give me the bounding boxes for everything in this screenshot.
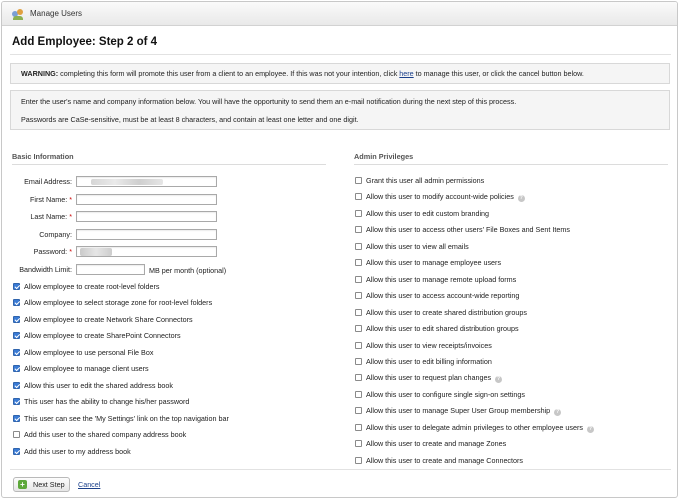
option-label	[24, 414, 229, 423]
option-label	[24, 397, 189, 406]
option-label	[366, 242, 469, 251]
basic-info-divider	[12, 164, 326, 165]
checkbox[interactable]	[355, 210, 362, 217]
option-label	[366, 258, 501, 267]
email-label: Email Address:	[24, 177, 72, 186]
help-icon[interactable]: ?	[497, 376, 501, 383]
checkbox[interactable]	[355, 374, 362, 381]
password-label: Password:	[33, 247, 68, 256]
last-name-required-mark: *	[69, 212, 72, 221]
option-label	[24, 298, 212, 307]
option-label	[24, 331, 181, 340]
option-label-text: Allow employee to create SharePoint Connectors	[24, 331, 181, 341]
window-titlebar	[2, 2, 677, 26]
checkbox[interactable]	[355, 259, 362, 266]
checkbox[interactable]	[355, 243, 362, 250]
option-label-text: Allow employee to create Network Share Connectors	[24, 314, 193, 324]
option-label	[366, 275, 516, 284]
users-icon	[12, 8, 24, 20]
last-name-row	[2, 211, 72, 223]
option-label-text: Allow this user to create shared distribution groups	[366, 307, 528, 317]
option-label-text: Allow this user to edit shared distribution groups	[366, 324, 519, 334]
first-name-field[interactable]	[76, 194, 217, 205]
basic-info-heading: Basic Information	[12, 152, 74, 161]
option-label	[24, 430, 186, 439]
option-label-text: Allow this user to request plan changes	[366, 373, 492, 383]
next-step-label: Next Step	[33, 480, 65, 489]
warning-text-after: to manage this user, or click the cancel button below.	[413, 69, 584, 78]
checkbox[interactable]	[355, 358, 362, 365]
option-label	[366, 324, 519, 333]
checkbox[interactable]	[13, 398, 20, 405]
checkbox[interactable]	[13, 415, 20, 422]
option-label-text: Allow employee to use personal File Box	[24, 347, 154, 357]
company-label: Company:	[39, 230, 72, 239]
option-label-text: Grant this user all admin permissions	[366, 176, 485, 185]
checkbox[interactable]	[355, 309, 362, 316]
option-label	[366, 373, 502, 383]
option-label-text: Allow this user to create and manage Zones	[366, 439, 507, 449]
password-required-mark: *	[69, 247, 72, 256]
option-label-text: Allow this user to delegate admin privileges to other employee users	[366, 422, 583, 432]
bandwidth-field[interactable]	[76, 264, 145, 275]
redacted-email	[91, 179, 163, 185]
option-label	[24, 381, 173, 390]
email-field[interactable]	[76, 176, 217, 187]
manage-users-window	[1, 1, 678, 498]
warning-text-before: completing this form will promote this user from a client to an employee. If this was not your intention, click	[58, 69, 400, 78]
info-box	[10, 90, 670, 130]
option-label	[366, 291, 519, 300]
option-label	[366, 341, 492, 350]
checkbox[interactable]	[13, 332, 20, 339]
option-label-text: Allow this user to manage Super User Group membership	[366, 406, 551, 416]
page-title: Add Employee: Step 2 of 4	[12, 36, 158, 48]
bandwidth-label: Bandwidth Limit:	[19, 265, 72, 274]
bandwidth-row	[2, 264, 72, 276]
first-name-required-mark: *	[69, 195, 72, 204]
last-name-label: Last Name:	[30, 212, 68, 221]
footer-divider	[10, 469, 671, 470]
plus-icon: +	[18, 480, 27, 489]
bandwidth-suffix: MB per month (optional)	[149, 266, 227, 275]
help-icon[interactable]: ?	[519, 195, 523, 202]
checkbox[interactable]	[13, 349, 20, 356]
info-line-2: Passwords are CaSe-sensitive, must be at least 8 characters, and contain at least one letter and one digit.	[21, 115, 359, 124]
option-label	[366, 390, 525, 399]
option-label-text: Allow this user to modify account-wide policies	[366, 192, 514, 202]
option-label	[366, 456, 523, 465]
checkbox[interactable]	[355, 440, 362, 447]
masked-password	[80, 248, 112, 256]
option-label-text: Allow this user to edit billing information	[366, 356, 492, 366]
option-label-text: Allow this user to access account-wide reporting	[366, 291, 520, 301]
option-label	[366, 192, 525, 202]
checkbox[interactable]	[13, 283, 20, 290]
option-label-text: Add this user to the shared company address book	[24, 430, 187, 440]
option-label-text: Allow this user to configure single sign-on settings	[366, 389, 526, 399]
checkbox[interactable]	[13, 448, 20, 455]
option-label	[366, 225, 570, 234]
info-line-1: Enter the user's name and company information below. You will have the opportunity to send them an e-mail notification during the next step of this process.	[21, 97, 517, 106]
password-field[interactable]	[76, 246, 217, 257]
option-label-text: Allow this user to manage employee users	[366, 258, 502, 268]
checkbox[interactable]	[13, 431, 20, 438]
checkbox[interactable]	[355, 292, 362, 299]
checkbox[interactable]	[13, 365, 20, 372]
window-title: Manage Users	[30, 9, 83, 18]
cancel-link[interactable]: Cancel	[78, 480, 101, 489]
checkbox[interactable]	[355, 424, 362, 431]
option-label	[24, 315, 193, 324]
option-label-text: Add this user to my address book	[24, 446, 131, 456]
manage-user-here-link[interactable]: here	[399, 69, 414, 78]
option-label-text: Allow this user to access other users' File Boxes and Sent Items	[366, 225, 570, 235]
option-label	[24, 282, 159, 291]
admin-privileges-divider	[354, 164, 668, 165]
company-row	[2, 229, 72, 241]
option-label-text: Allow this user to manage remote upload forms	[366, 274, 517, 284]
option-label	[24, 447, 131, 456]
option-label-text: Allow this user to view all emails	[366, 241, 469, 251]
option-label	[366, 209, 489, 218]
email-row	[2, 176, 72, 188]
help-icon[interactable]: ?	[556, 409, 560, 416]
option-label	[366, 308, 527, 317]
checkbox[interactable]	[355, 325, 362, 332]
checkbox[interactable]	[13, 299, 20, 306]
checkbox[interactable]	[355, 226, 362, 233]
option-label	[24, 348, 153, 357]
checkbox[interactable]	[355, 391, 362, 398]
checkbox[interactable]	[13, 316, 20, 323]
checkbox[interactable]	[13, 382, 20, 389]
option-label-text: This user has the ability to change his/her password	[24, 397, 190, 407]
warning-label: WARNING:	[21, 69, 59, 78]
next-step-button[interactable]	[13, 477, 70, 492]
checkbox[interactable]	[355, 177, 362, 184]
checkbox[interactable]	[355, 193, 362, 200]
help-icon[interactable]: ?	[588, 425, 592, 432]
option-label	[366, 406, 561, 416]
option-label	[366, 176, 484, 185]
checkbox[interactable]	[355, 457, 362, 464]
option-label	[366, 423, 594, 433]
option-label-text: Allow employee to manage client users	[24, 364, 149, 374]
password-row	[2, 246, 72, 258]
option-label-text: Allow this user to create and manage Connectors	[366, 455, 524, 465]
option-label	[366, 439, 506, 448]
first-name-label: First Name:	[30, 195, 68, 204]
last-name-field[interactable]	[76, 211, 217, 222]
checkbox[interactable]	[355, 276, 362, 283]
title-divider	[10, 54, 671, 55]
company-field[interactable]	[76, 229, 217, 240]
option-label-text: Allow this user to edit the shared address book	[24, 380, 174, 390]
option-label-text: Allow this user to view receipts/invoices	[366, 340, 492, 350]
warning-box	[10, 63, 670, 84]
checkbox[interactable]	[355, 407, 362, 414]
option-label-text: This user can see the 'My Settings' link on the top navigation bar	[24, 413, 229, 423]
checkbox[interactable]	[355, 342, 362, 349]
option-label-text: Allow employee to select storage zone for root-level folders	[24, 298, 213, 308]
option-label-text: Allow this user to edit custom branding	[366, 208, 490, 218]
option-label	[366, 357, 492, 366]
option-label	[24, 364, 149, 373]
admin-privileges-heading: Admin Privileges	[354, 152, 414, 161]
first-name-row	[2, 194, 72, 206]
option-label-text: Allow employee to create root-level folders	[24, 282, 160, 291]
